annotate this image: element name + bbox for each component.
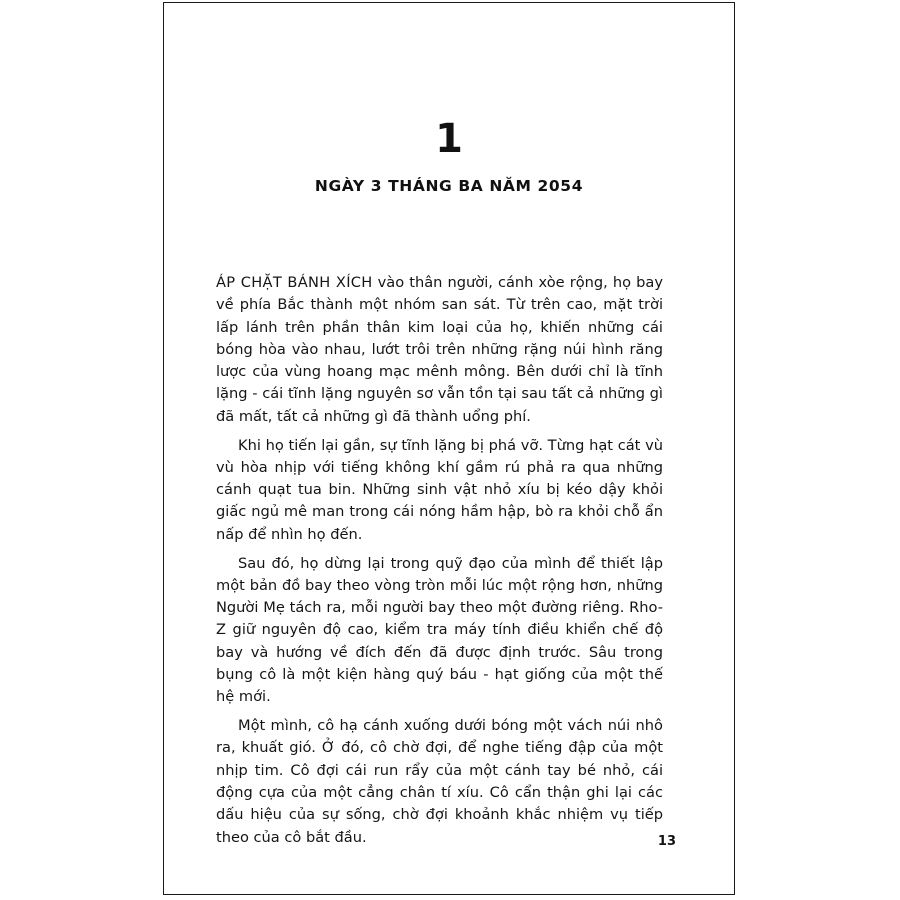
chapter-title: NGÀY 3 THÁNG BA NĂM 2054 [314, 177, 584, 195]
paragraph-4: Một mình, cô hạ cánh xuống dưới bóng một vách núi nhô ra, khuất gió. Ở đó, cô chờ đợi, để nghe tiếng đập của một nhịp tim. Cô đợi cái run rẩy của một cánh tay bé nhỏ, cái động cựa của một cẳng chân tí xíu. Cô cẩn thận ghi lại các dấu hiệu của sự sống, chờ đợi khoảnh khắc nhiệm vụ tiếp theo của cô bắt đầu. [216, 717, 663, 846]
paragraph-text: vào thân người, cánh xòe rộng, họ bay về phía Bắc thành một nhóm san sát. Từ trên cao, mặt trời lấp lánh trên phần thân kim loại của họ, khiến những cái bóng hòa vào nhau, lướt trôi trên những rặng núi hình răng lược của vùng hoang mạc mênh mông. Bên dưới chỉ là tĩnh lặng - cái tĩnh lặng nguyên sơ vẫn tồn tại sau tất cả những gì đã mất, tất cả những gì đã thành uổng phí. [216, 274, 663, 425]
paragraph-3: Sau đó, họ dừng lại trong quỹ đạo của mình để thiết lập một bản đồ bay theo vòng tròn mỗi lúc một rộng hơn, những Người Mẹ tách ra, mỗi người bay theo một đường riêng. Rho-Z giữ nguyên độ cao, kiểm tra máy tính điều khiển chế độ bay và hướng về đích đến đã được định trước. Sâu trong bụng cô là một kiện hàng quý báu - hạt giống của một thế hệ mới. [216, 554, 663, 706]
book-page [163, 2, 735, 895]
chapter-number: 1 [435, 116, 463, 162]
page-number: 13 [657, 834, 676, 849]
paragraph-lead-caps: ÁP CHẶT BÁNH XÍCH [216, 274, 373, 291]
paragraph-2: Khi họ tiến lại gần, sự tĩnh lặng bị phá vỡ. Từng hạt cát vù vù hòa nhịp với tiếng không khí gầm rú phả ra qua những cánh quạt tua bin. Những sinh vật nhỏ xíu bị kéo dậy khỏi giấc ngủ mê man trong cái nóng hầm hập, bò ra khỏi chỗ ẩn nấp để nhìn họ đến. [216, 436, 663, 543]
paragraph-1 [216, 272, 663, 428]
chapter-body [216, 272, 663, 855]
